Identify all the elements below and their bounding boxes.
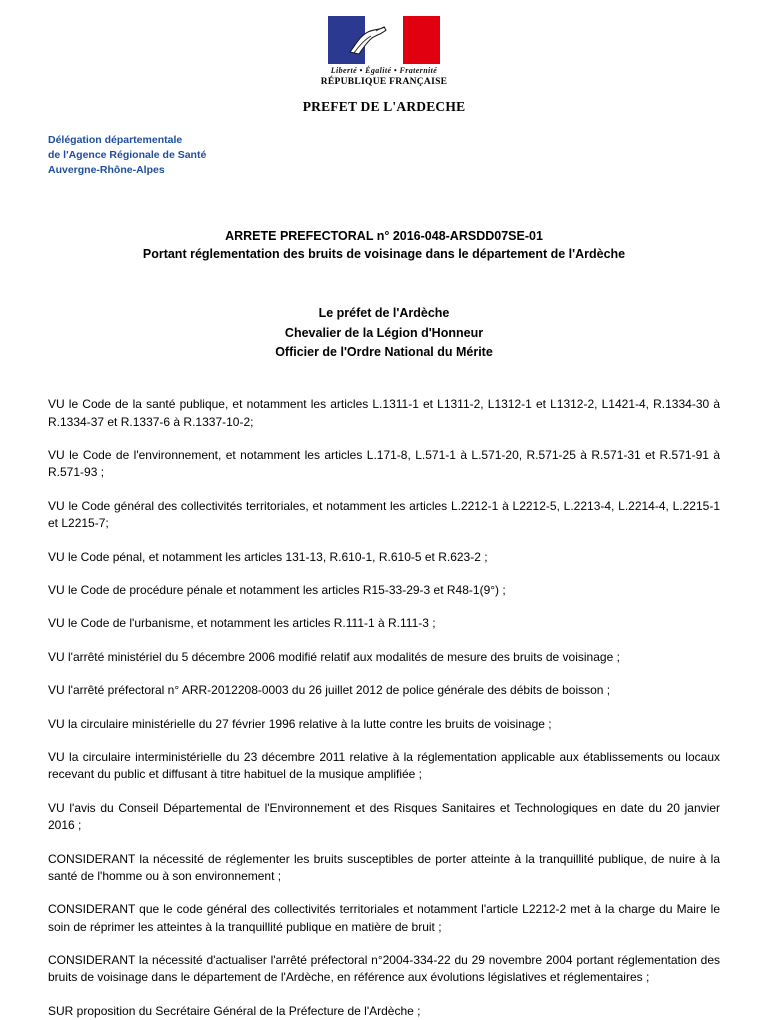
document-title-subject: Portant réglementation des bruits de voisinage dans le département de l'Ardèche [142,247,626,262]
paragraph: CONSIDERANT la nécessité de réglementer les bruits susceptibles de porter atteinte à la tranquillité publique, de nuire à la santé de l'homme ou à son environnement ; [48,851,720,883]
republic-header [48,16,720,87]
ars-line-3: Auvergne-Rhône-Alpes [48,164,165,177]
paragraph: VU l'arrêté ministériel du 5 décembre 2006 modifié relatif aux modalités de mesure des bruits de voisinage ; [48,649,620,664]
marianne-profile-icon [346,22,394,58]
paragraph: VU l'avis du Conseil Départemental de l'Environnement et des Risques Sanitaires et Technologiques en date du 20 janvier 2016 ; [48,800,720,833]
document-title-reference: ARRETE PREFECTORAL n° 2016-048-ARSDD07SE-01 [225,228,543,243]
ars-line-2: de l'Agence Régionale de Santé [48,149,207,162]
paragraph: VU la circulaire ministérielle du 27 février 1996 relative à la lutte contre les bruits de voisinage ; [48,716,552,731]
document-body [48,396,720,1020]
prefecture-heading: PREFET DE L'ARDECHE [302,99,466,114]
french-flag-emblem-icon [328,16,440,64]
paragraph: SUR proposition du Secrétaire Général de la Préfecture de l'Ardèche ; [48,1003,421,1018]
paragraph: VU le Code de la santé publique, et notamment les articles L.1311-1 et L1311-2, L1312-1 et L1312-2, L1421-4, R.1334-30 à R.1334-37 et R.1337-6 à R.1337-10-2; [48,397,720,429]
document-title [48,227,720,265]
authority-line-2: Chevalier de la Légion d'Honneur [284,325,484,340]
paragraph: VU le Code de l'environnement, et notamment les articles L.171-8, L.571-1 à L.571-20, R.571-25 à R.571-31 et R.571-91 à R.571-93 ; [48,448,720,480]
paragraph: VU le Code de l'urbanisme, et notamment les articles R.111-1 à R.111-3 ; [48,616,436,631]
issuing-authority [48,304,720,362]
flag-red-band [403,16,440,64]
paragraph: VU la circulaire interministérielle du 23 décembre 2011 relative à la réglementation applicable aux établissements ou locaux recevant du public et diffusant à titre habituel de la musique amplifiée ; [48,749,720,782]
paragraph: VU l'arrêté préfectoral n° ARR-2012208-0003 du 26 juillet 2012 de police générale des débits de boisson ; [48,683,611,698]
ars-line-1: Délégation départementale [48,134,183,146]
paragraph: VU le Code général des collectivités territoriales, et notamment les articles L.2212-1 à L2212-5, L.2213-4, L.2214-4, L.2215-1 et L2215-7; [48,498,720,531]
authority-line-1: Le préfet de l'Ardèche [318,306,450,321]
paragraph: CONSIDERANT la nécessité d'actualiser l'arrêté préfectoral n°2004-334-22 du 29 novembre 2004 portant réglementation des bruits de voisinage dans le département de l'Ardèche, en référence aux évolutions législatives et réglementaires ; [48,953,720,985]
republic-motto: Liberté • Égalité • Fraternité [330,66,438,75]
paragraph: VU le Code de procédure pénale et notamment les articles R15-33-29-3 et R48-1(9°) ; [48,583,506,598]
paragraph: VU le Code pénal, et notamment les articles 131-13, R.610-1, R.610-5 et R.623-2 ; [48,549,488,564]
republic-name: RÉPUBLIQUE FRANÇAISE [320,77,448,87]
ars-delegation-block [48,133,720,179]
authority-line-3: Officier de l'Ordre National du Mérite [275,344,493,359]
paragraph: CONSIDERANT que le code général des collectivités territoriales et notamment l'article L2212-2 met à la charge du Maire le soin de réprimer les atteintes à la tranquillité publique en matière de bruit ; [48,902,720,934]
